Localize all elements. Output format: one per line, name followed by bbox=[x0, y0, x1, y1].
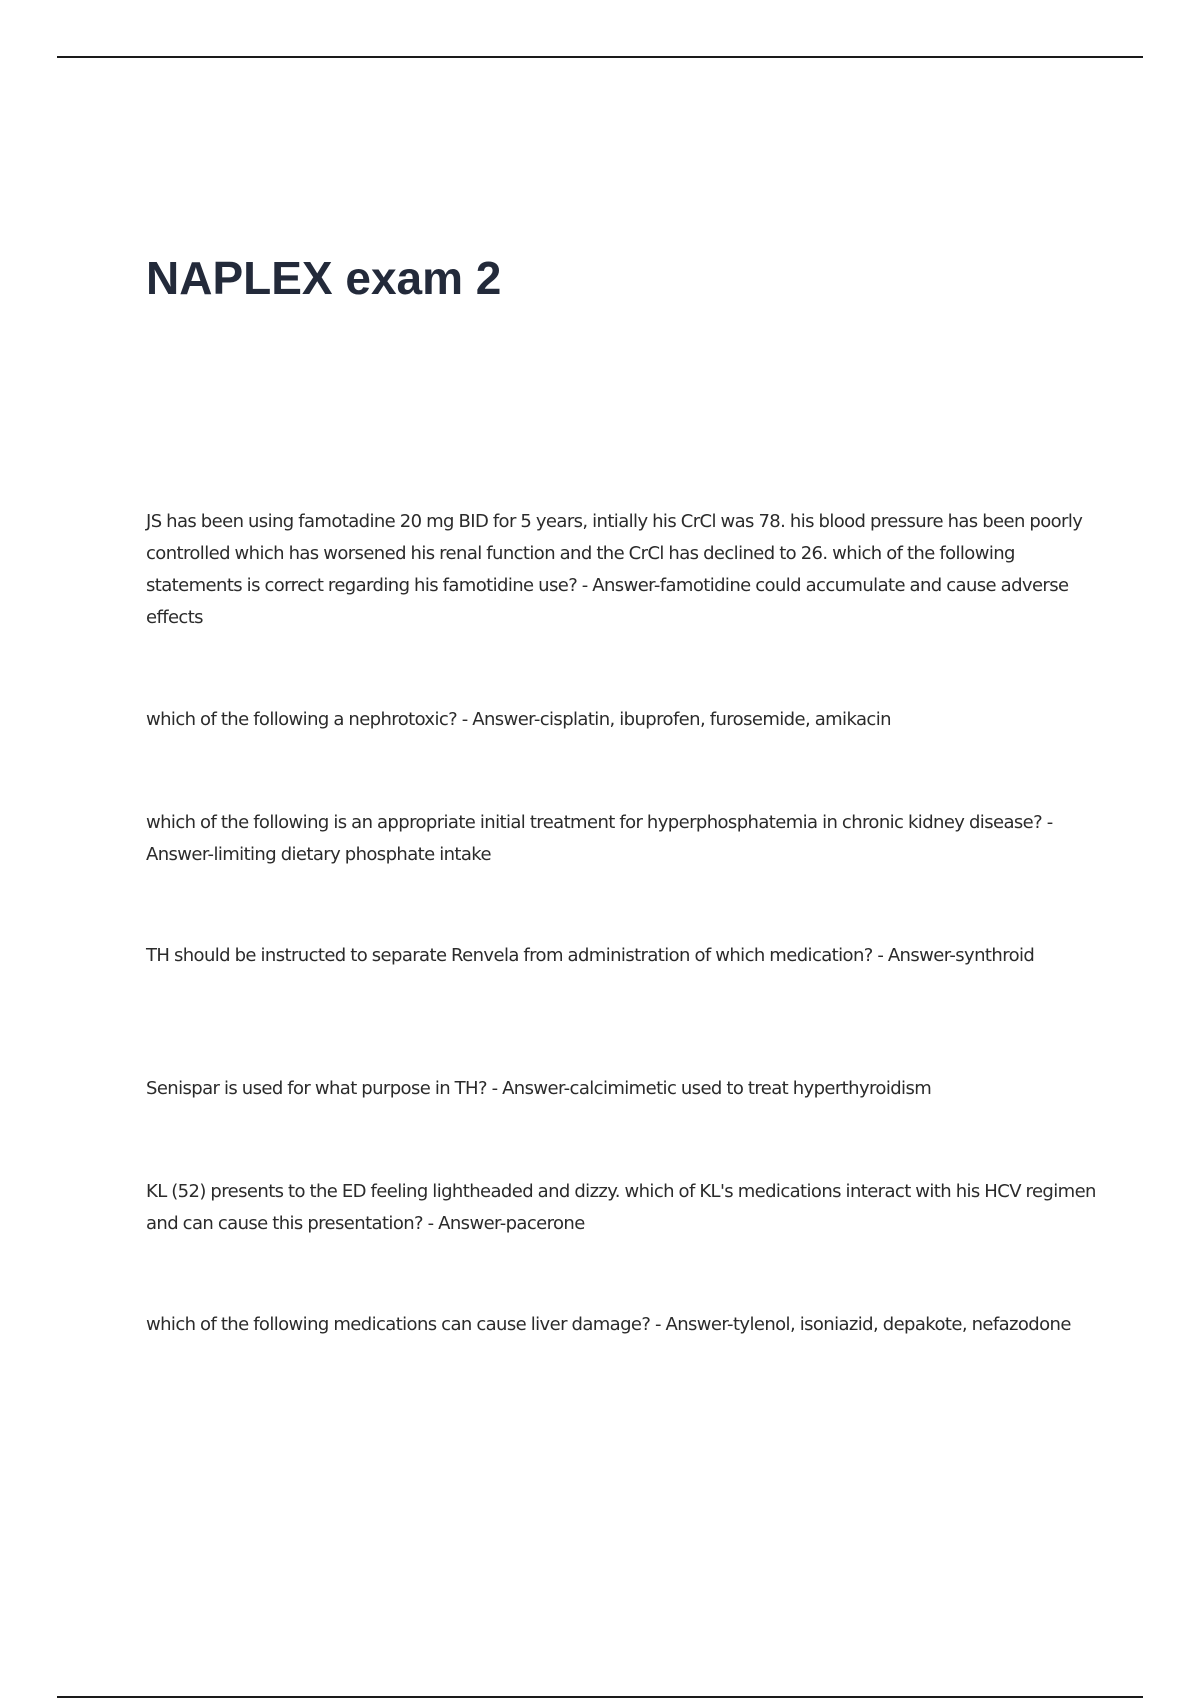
bottom-divider bbox=[57, 1696, 1143, 1698]
qa-entry-1: JS has been using famotadine 20 mg BID for 5 years, intially his CrCl was 78. his blood pressure has been poorly controlled which has worsened his renal function and the CrCl has declined to 26. which of the following statements is correct regarding his famotidine use? - Answer-famotidine could accumulate and cause adverse effects bbox=[146, 511, 1083, 628]
qa-entry-5: Senispar is used for what purpose in TH? - Answer-calcimimetic used to treat hyperthyroidism bbox=[146, 1078, 932, 1099]
qa-entry-2: which of the following a nephrotoxic? - Answer-cisplatin, ibuprofen, furosemide, amikacin bbox=[146, 709, 891, 730]
top-divider bbox=[57, 56, 1143, 58]
qa-entry-3: which of the following is an appropriate initial treatment for hyperphosphatemia in chronic kidney disease? - Answer-limiting dietary phosphate intake bbox=[146, 812, 1053, 865]
qa-entry-7: which of the following medications can cause liver damage? - Answer-tylenol, isoniazid, depakote, nefazodone bbox=[146, 1314, 1071, 1335]
qa-entry-4: TH should be instructed to separate Renvela from administration of which medication? - Answer-synthroid bbox=[146, 945, 1035, 966]
document-title: NAPLEX exam 2 bbox=[146, 252, 502, 304]
qa-entry-6: KL (52) presents to the ED feeling lightheaded and dizzy. which of KL's medications interact with his HCV regimen and can cause this presentation? - Answer-pacerone bbox=[146, 1181, 1096, 1234]
